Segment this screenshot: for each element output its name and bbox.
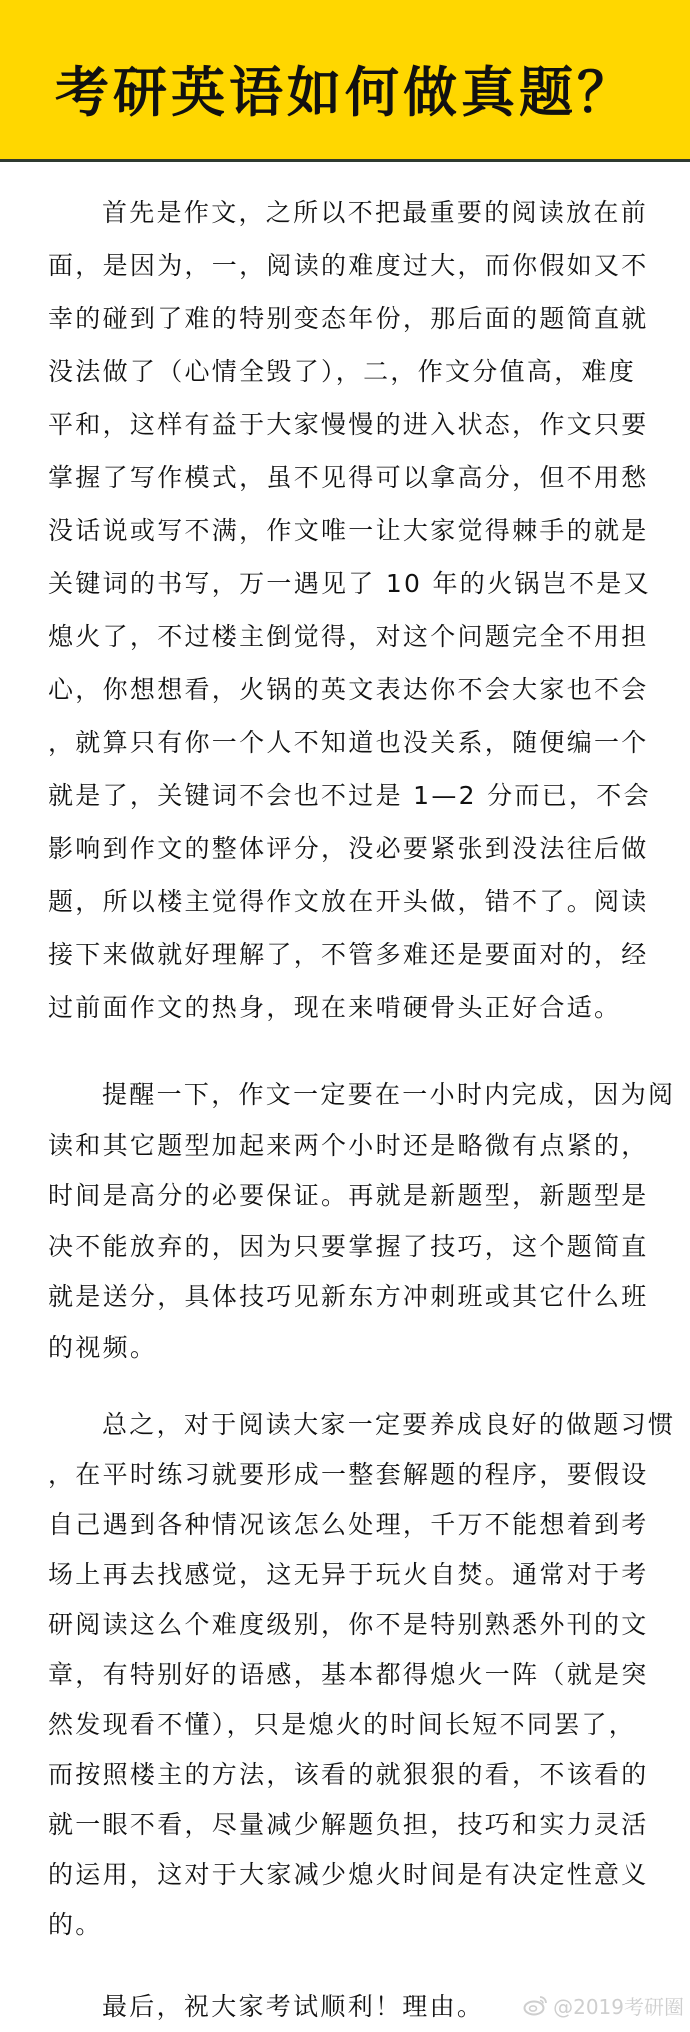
- weibo-logo-icon: [523, 1994, 549, 2016]
- text-line: 然发现看不懂），只是熄火的时间长短不同罢了，: [48, 1710, 637, 1739]
- text-line: 就一眼不看，尽量减少解题负担，技巧和实力灵活: [48, 1810, 649, 1839]
- text-line: 场上再去找感觉，这无异于玩火自焚。通常对于考: [48, 1560, 649, 1589]
- title-banner: [0, 0, 690, 162]
- text-line: 首先是作文，之所以不把最重要的阅读放在前: [102, 198, 649, 227]
- text-line: 提醒一下，作文一定要在一小时内完成，因为阅: [102, 1080, 676, 1109]
- text-line: 的视频。: [48, 1332, 158, 1362]
- text-line: 读和其它题型加起来两个小时还是略微有点紧的，: [48, 1130, 649, 1160]
- text-line: 的运用，这对于大家减少熄火时间是有决定性意义: [48, 1860, 649, 1889]
- text-line: 面，是因为，一，阅读的难度过大，而你假如又不: [48, 251, 649, 280]
- text-line: 自己遇到各种情况该怎么处理，千万不能想着到考: [48, 1510, 649, 1539]
- text-line: 时间是高分的必要保证。再就是新题型，新题型是: [48, 1181, 649, 1210]
- page-title: 考研英语如何做真题？: [55, 60, 635, 124]
- text-line: 掌握了写作模式，虽不见得可以拿高分，但不用愁: [48, 463, 649, 492]
- text-line: 题，所以楼主觉得作文放在开头做，错不了。阅读: [48, 887, 649, 916]
- text-line: 的。: [48, 1910, 103, 1939]
- text-line: 研阅读这么个难度级别，你不是特别熟悉外刊的文: [48, 1610, 649, 1639]
- paragraph-essay-first: [48, 186, 651, 1034]
- text-line: 没话说或写不满，作文唯一让大家觉得棘手的就是: [48, 516, 649, 545]
- text-line: 最后，祝大家考试顺利！理由。: [102, 1992, 485, 2021]
- article-body: [48, 186, 676, 2032]
- text-line: 决不能放弃的，因为只要掌握了技巧，这个题简直: [48, 1231, 649, 1261]
- paragraph-reading-habits: [48, 1400, 676, 1950]
- text-line: 平和，这样有益于大家慢慢的进入状态，作文只要: [48, 410, 649, 439]
- text-line: ，在平时练习就要形成一整套解题的程序，要假设: [48, 1460, 649, 1489]
- text-line: 没法做了（心情全毁了），二，作文分值高，难度: [48, 357, 637, 386]
- text-line: 总之，对于阅读大家一定要养成良好的做题习惯: [102, 1410, 676, 1439]
- paragraph-time-reminder: [48, 1070, 676, 1373]
- text-line: 而按照楼主的方法，该看的就狠狠的看，不该看的: [48, 1760, 649, 1789]
- text-line: 心，你想想看，火锅的英文表达你不会大家也不会: [48, 675, 649, 704]
- text-line: 就是送分，具体技巧见新东方冲刺班或其它什么班: [48, 1282, 649, 1311]
- text-line: 影响到作文的整体评分，没必要紧张到没法往后做: [48, 834, 649, 863]
- text-line: 过前面作文的热身，现在来啃硬骨头正好合适。: [48, 993, 622, 1022]
- text-line: ，就算只有你一个人不知道也没关系，随便编一个: [48, 728, 649, 757]
- text-line: 熄火了，不过楼主倒觉得，对这个问题完全不用担: [48, 622, 649, 651]
- text-line: 关键词的书写，万一遇见了 10 年的火锅岂不是又: [48, 569, 651, 598]
- text-line: 幸的碰到了难的特别变态年份，那后面的题简直就: [48, 304, 649, 333]
- weibo-watermark: [523, 1990, 684, 2020]
- text-line: 接下来做就好理解了，不管多难还是要面对的，经: [48, 940, 649, 969]
- text-line: 就是了，关键词不会也不过是 1—2 分而已，不会: [48, 781, 651, 810]
- watermark-text: @2019考研圈: [553, 1994, 684, 2019]
- text-line: 章，有特别好的语感，基本都得熄火一阵（就是突: [48, 1660, 649, 1689]
